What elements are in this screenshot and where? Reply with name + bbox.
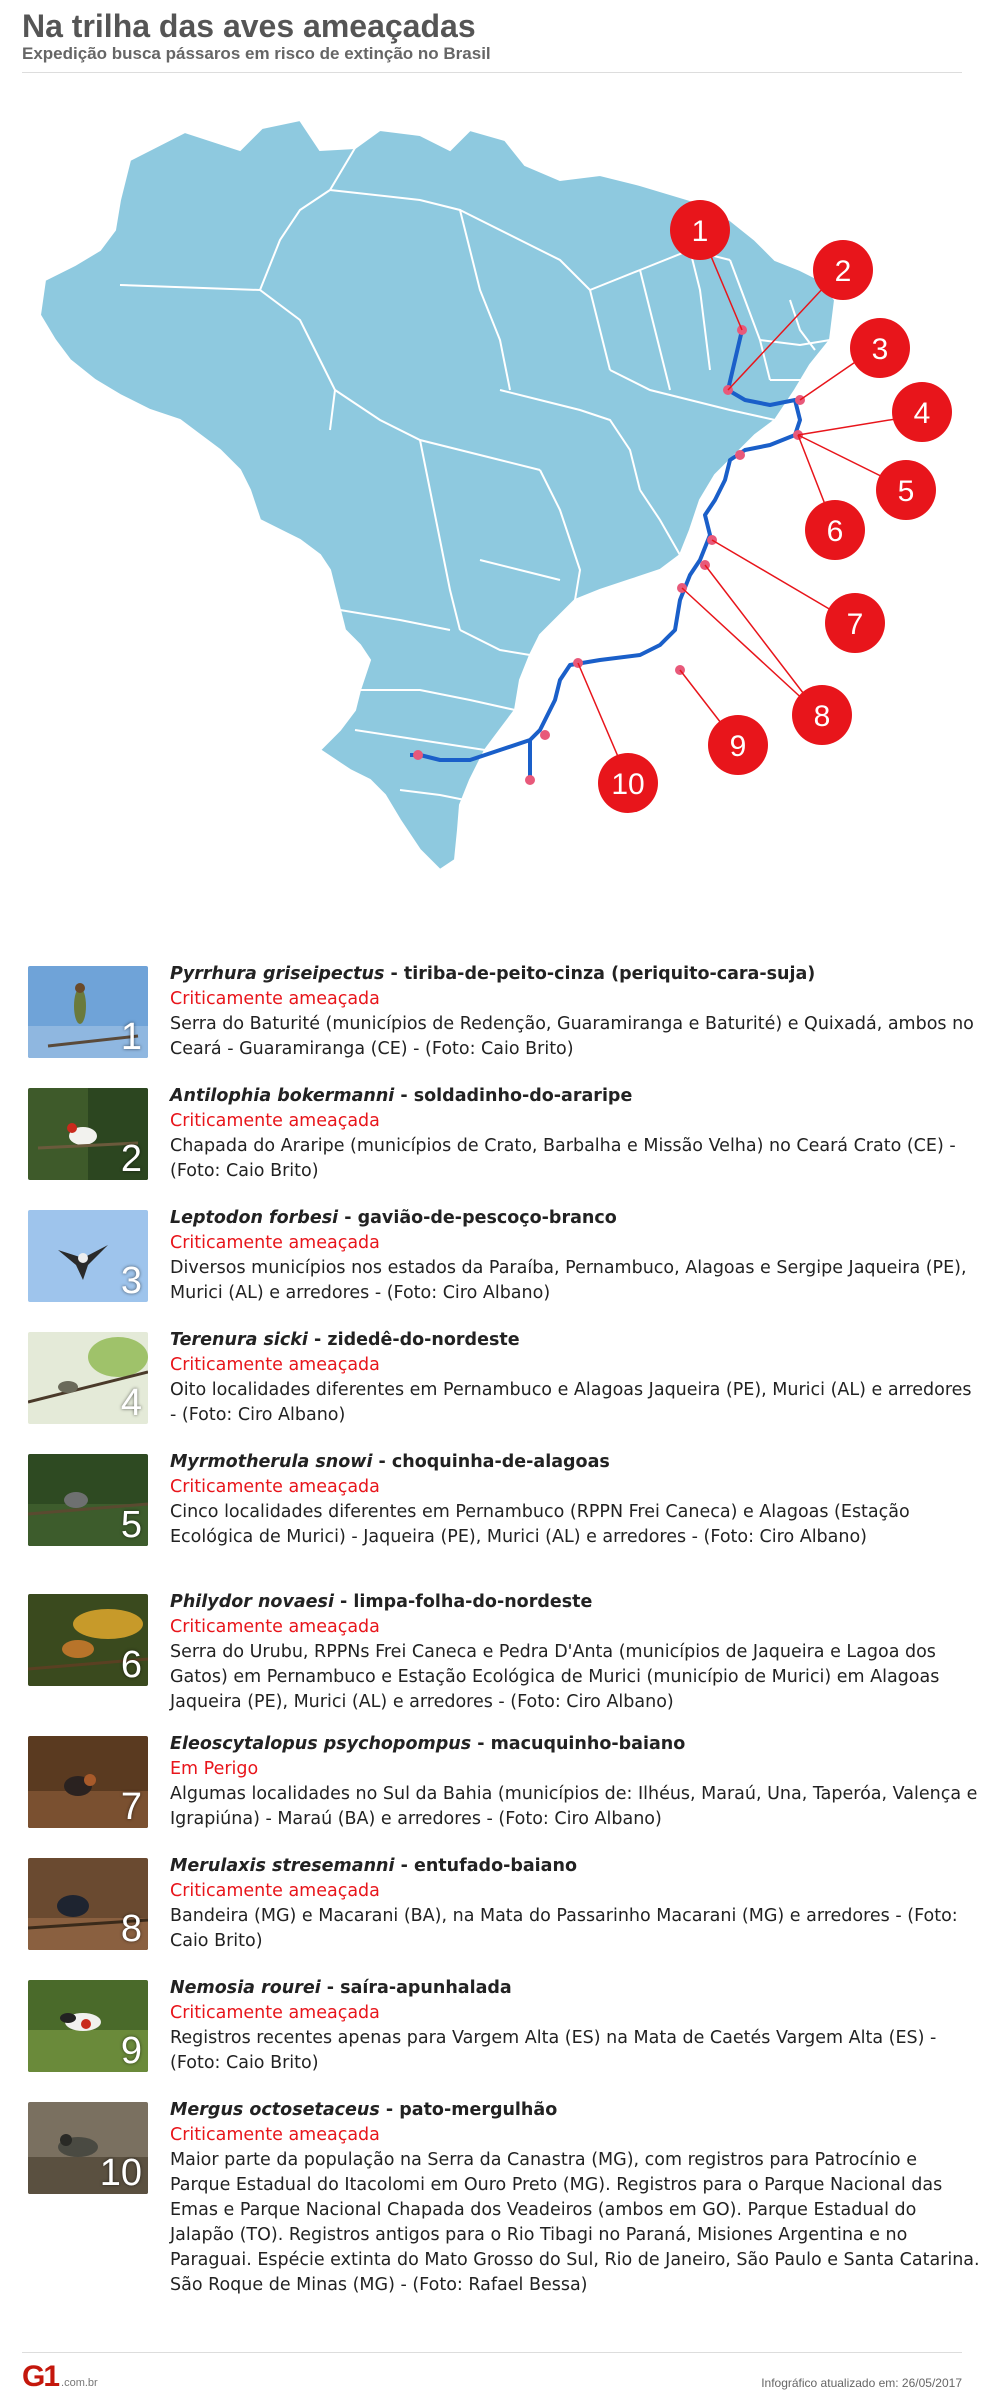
svg-text:1: 1 bbox=[691, 215, 709, 248]
marker-5[interactable] bbox=[876, 460, 936, 520]
marker-10[interactable] bbox=[598, 753, 658, 813]
svg-text:3: 3 bbox=[871, 333, 889, 366]
marker-3[interactable] bbox=[850, 318, 910, 378]
svg-text:5: 5 bbox=[897, 475, 915, 508]
svg-text:9: 9 bbox=[729, 730, 747, 763]
bird-photo-10: 10 bbox=[28, 2102, 148, 2194]
marker-1[interactable] bbox=[670, 200, 730, 260]
bird-photo-3: 3 bbox=[28, 1210, 148, 1302]
bird-photo-6: 6 bbox=[28, 1594, 148, 1686]
scientific-name: Pyrrhura griseipectus bbox=[170, 964, 385, 984]
bird-photo-8: 8 bbox=[28, 1858, 148, 1950]
site-dot-13 bbox=[413, 750, 423, 760]
svg-text:6: 6 bbox=[826, 515, 844, 548]
g1-logo[interactable]: G1 .com.br bbox=[22, 2360, 98, 2393]
marker-8[interactable] bbox=[792, 685, 852, 745]
brazil-map bbox=[0, 90, 984, 940]
header-divider bbox=[22, 72, 962, 73]
status-label: Criticamente ameaçada bbox=[170, 989, 380, 1009]
bird-photo-7: 7 bbox=[28, 1736, 148, 1828]
site-dot-11 bbox=[540, 730, 550, 740]
description: Serra do Baturité (municípios de Redenção, Guaramiranga e Baturité) e Quixadá, ambos no Ceará - Guaramiranga (CE) - (Foto: Caio Brito) bbox=[170, 1014, 974, 1059]
marker-7[interactable] bbox=[825, 593, 885, 653]
page-subtitle: Expedição busca pássaros em risco de extinção no Brasil bbox=[22, 44, 491, 63]
svg-text:8: 8 bbox=[813, 700, 831, 733]
site-dot-5 bbox=[735, 450, 745, 460]
bird-photo-5: 5 bbox=[28, 1454, 148, 1546]
svg-text:2: 2 bbox=[834, 255, 852, 288]
bird-photo-1: 1 bbox=[28, 966, 148, 1058]
bird-photo-2: 2 bbox=[28, 1088, 148, 1180]
svg-text:7: 7 bbox=[846, 608, 864, 641]
site-dot-12 bbox=[525, 775, 535, 785]
marker-4[interactable] bbox=[892, 382, 952, 442]
bird-photo-4: 4 bbox=[28, 1332, 148, 1424]
footer-divider bbox=[22, 2352, 962, 2353]
svg-text:10: 10 bbox=[611, 768, 645, 801]
marker-6[interactable] bbox=[805, 500, 865, 560]
page-title: Na trilha das aves ameaçadas bbox=[22, 8, 476, 44]
common-name: - tiriba-de-peito-cinza (periquito-cara-suja) bbox=[384, 964, 816, 984]
marker-9[interactable] bbox=[708, 715, 768, 775]
svg-text:4: 4 bbox=[913, 397, 931, 430]
bird-photo-9: 9 bbox=[28, 1980, 148, 2072]
marker-2[interactable] bbox=[813, 240, 873, 300]
updated-date: Infográfico atualizado em: 26/05/2017 bbox=[761, 2376, 962, 2390]
